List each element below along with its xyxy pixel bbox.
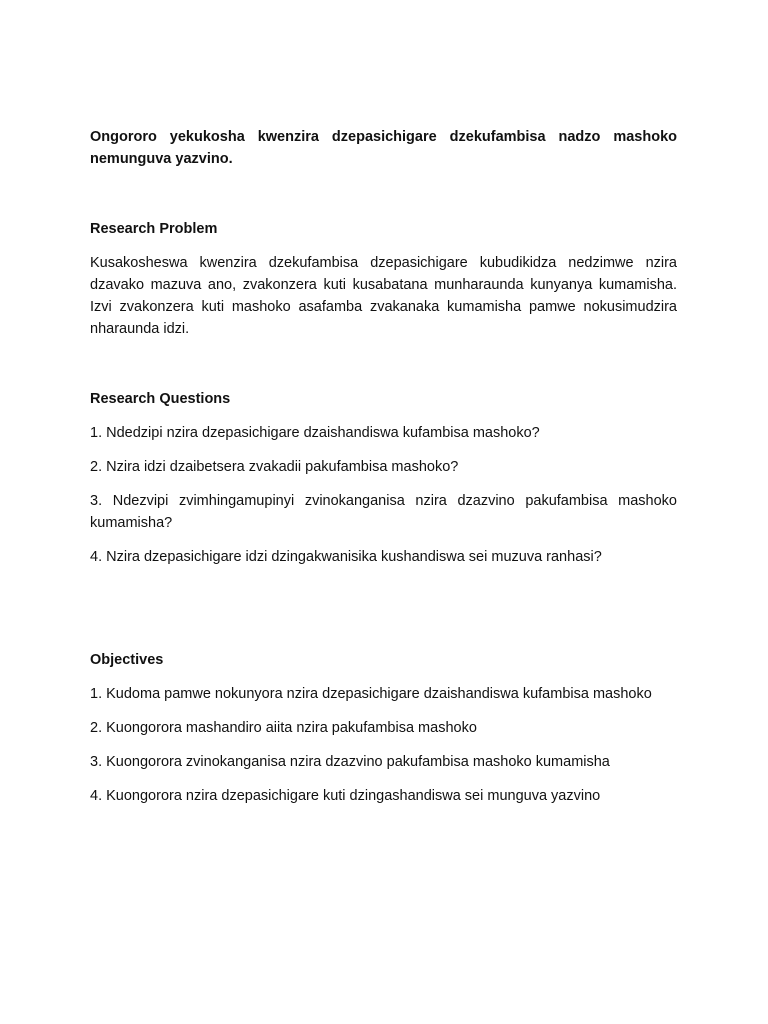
objective-item: 4. Kuongorora nzira dzepasichigare kuti dzingashandiswa sei munguva yazvino (90, 788, 601, 804)
research-problem-body: Kusakosheswa kwenzira dzekufambisa dzepasichigare kubudikidza nedzimwe nzira dzavako mazuva ano, zvakonzera kuti kusabatana munharaunda kunyanya kumamisha. Izvi zvakonzera kuti mashoko asafamba zvakanaka kumamisha pamwe nokusimudzira nharaunda idzi. (90, 255, 677, 337)
research-question-item: 3. Ndezvipi zvimhingamupinyi zvinokanganisa nzira dzazvino pakufambisa mashoko kumamisha? (90, 493, 677, 531)
objectives-list (90, 683, 677, 807)
document-title: Ongororo yekukosha kwenzira dzepasichigare dzekufambisa nadzo mashoko nemunguva yazvino. (90, 129, 677, 167)
research-problem-heading: Research Problem (90, 221, 218, 237)
research-questions-section (90, 388, 677, 568)
research-question-item: 4. Nzira dzepasichigare idzi dzingakwanisika kushandiswa sei muzuva ranhasi? (90, 549, 602, 565)
research-question-item: 1. Ndedzipi nzira dzepasichigare dzaishandiswa kufambisa mashoko? (90, 425, 540, 441)
research-questions-heading: Research Questions (90, 391, 231, 407)
research-problem-section (90, 218, 677, 340)
research-question-item: 2. Nzira idzi dzaibetsera zvakadii pakufambisa mashoko? (90, 459, 459, 475)
objective-item: 1. Kudoma pamwe nokunyora nzira dzepasichigare dzaishandiswa kufambisa mashoko (90, 686, 652, 702)
objectives-section (90, 649, 677, 807)
research-questions-list (90, 422, 677, 568)
objective-item: 3. Kuongorora zvinokanganisa nzira dzazvino pakufambisa mashoko kumamisha (90, 754, 610, 770)
objectives-heading: Objectives (90, 652, 164, 668)
document-page (90, 126, 677, 807)
objective-item: 2. Kuongorora mashandiro aiita nzira pakufambisa mashoko (90, 720, 477, 736)
